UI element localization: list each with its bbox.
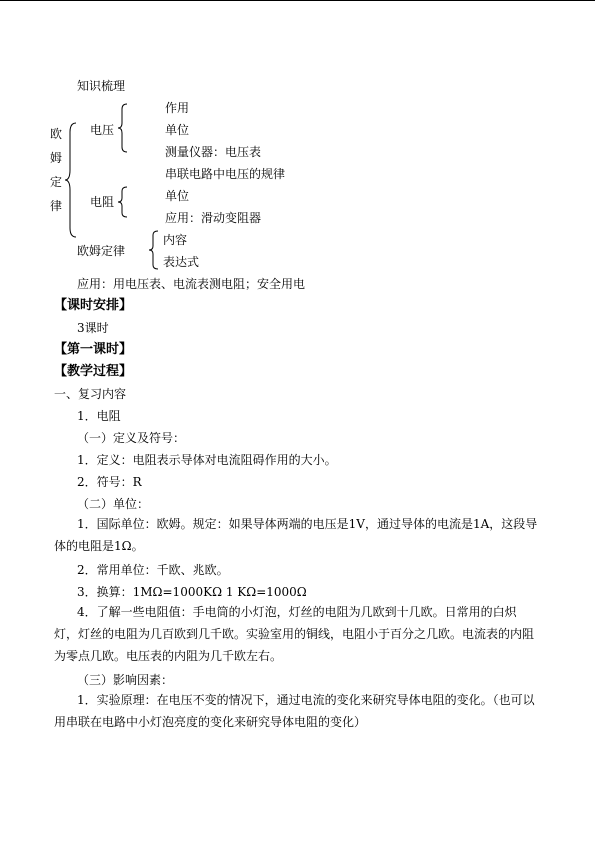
sub-units: （二）单位： [77, 497, 150, 511]
ohm-law-label: 欧姆定律 [77, 244, 126, 258]
review-title: 一、复习内容 [54, 387, 127, 401]
resistance-values: 4．了解一些电阻值：手电筒的小灯泡，灯丝的电阻为几欧到十几欧。日常用的白炽灯，灯丝的电阻为几百欧到几千欧。实验室用的铜线，电阻小于百分之几欧。电流表的内阻为零点几欧。电压表的内阻为几千欧左右。 [54, 605, 535, 663]
resistance-item-2: 应用：滑动变阻器 [165, 211, 262, 225]
ohm-law-item-2: 表达式 [163, 255, 200, 269]
voltage-item-1: 作用 [165, 101, 190, 115]
voltage-brace [117, 103, 129, 153]
process-heading: 【教学过程】 [54, 364, 133, 379]
experiment-principle: 1．实验原理：在电压不变的情况下，通过电流的变化来研究导体电阻的变化。（也可以用串联在电路中小灯泡亮度的变化来研究导体电阻的变化） [54, 693, 535, 729]
definition-text: 1．定义：电阻表示导体对电流阻碍作用的大小。 [77, 453, 337, 467]
law-char-3: 定 [50, 175, 63, 189]
schedule-heading: 【课时安排】 [54, 298, 133, 313]
law-char-2: 姆 [50, 151, 63, 165]
sub-factors: （三）影响因素： [77, 673, 174, 687]
main-brace [64, 122, 78, 238]
resistance-brace [117, 186, 129, 218]
law-char-4: 律 [50, 199, 63, 213]
application-line: 应用：用电压表、电流表测电阻；安全用电 [77, 277, 306, 291]
voltage-item-4: 串联电路中电压的规律 [165, 167, 286, 181]
unit-common: 2．常用单位：千欧、兆欧。 [77, 563, 229, 577]
voltage-item-2: 单位 [165, 123, 190, 137]
lesson1-heading: 【第一课时】 [54, 342, 133, 357]
law-char-1: 欧 [50, 127, 63, 141]
unit-conversion: 3．换算：1MΩ=1000KΩ 1 KΩ=1000Ω [77, 585, 307, 599]
schedule-value: 3课时 [77, 321, 109, 335]
symbol-text: 2．符号：R [77, 475, 142, 489]
resistance-item-1: 单位 [165, 189, 190, 203]
top-border-line [0, 0, 595, 1]
section-resistance: 1．电阻 [77, 409, 121, 423]
voltage-label: 电压 [90, 123, 115, 137]
ohm-law-brace [148, 230, 160, 270]
voltage-item-3: 测量仪器：电压表 [165, 145, 262, 159]
sub-definition: （一）定义及符号： [77, 431, 186, 445]
resistance-label: 电阻 [90, 195, 115, 209]
outline-title: 知识梳理 [77, 79, 126, 93]
unit-international: 1．国际单位：欧姆。规定：如果导体两端的电压是1V，通过导体的电流是1A，这段导体的电阻是1Ω。 [54, 517, 538, 553]
ohm-law-item-1: 内容 [163, 233, 188, 247]
